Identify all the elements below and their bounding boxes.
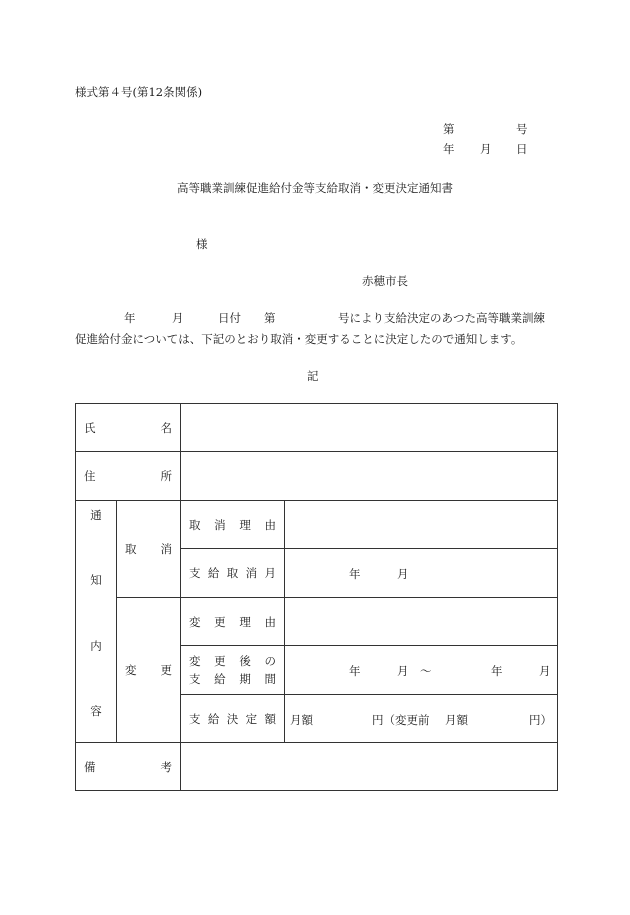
period-field[interactable] <box>285 646 558 695</box>
doc-number-prefix: 第 <box>443 122 455 136</box>
remarks-label-cell <box>76 743 181 791</box>
period-label-char: 変 <box>189 654 201 668</box>
amount-yen-before: 円（変更前 <box>372 713 430 727</box>
issuer: 赤穂市長 <box>362 274 408 288</box>
change-reason-field[interactable] <box>285 598 558 646</box>
date-month: 月 <box>480 142 492 156</box>
period-label-char: 更 <box>214 654 226 668</box>
address-label-char: 住 <box>84 469 96 483</box>
cancel-reason-char: 消 <box>214 517 226 532</box>
cancel-month-char: 取 <box>226 566 239 580</box>
change-reason-char: 理 <box>239 614 251 629</box>
document-title: 高等職業訓練促進給付金等支給取消・変更決定通知書 <box>177 181 453 195</box>
cancel-label-cell <box>117 501 181 598</box>
cancel-reason-label-cell <box>181 501 285 549</box>
cancel-reason-char: 取 <box>189 517 201 532</box>
remarks-label-char: 考 <box>160 759 172 774</box>
period-label-cell <box>181 646 285 695</box>
period-year-end: 年 <box>491 664 503 678</box>
address-field[interactable] <box>181 452 558 501</box>
notice-content-label-cell <box>76 501 117 743</box>
cancel-month-char: 消 <box>245 566 258 580</box>
body-month: 月 <box>172 311 184 325</box>
change-reason-char: 更 <box>214 614 226 629</box>
notice-label-char: 容 <box>90 703 102 718</box>
change-reason-label-cell <box>181 598 285 646</box>
amount-label-char: 定 <box>245 711 258 726</box>
doc-number-suffix: 号 <box>516 122 528 136</box>
ki-mark: 記 <box>307 369 319 383</box>
notice-label-char: 知 <box>90 573 102 588</box>
amount-yen-close: 円） <box>529 713 552 727</box>
change-label-char: 変 <box>125 663 137 677</box>
name-label-cell <box>76 404 181 452</box>
notice-table <box>75 403 558 791</box>
amount-monthly-before: 月額 <box>445 713 468 727</box>
cancel-month-char: 月 <box>264 566 276 580</box>
remarks-field[interactable] <box>181 743 558 791</box>
cancel-month-char: 支 <box>189 566 201 580</box>
cancel-month-year: 年 <box>349 567 361 581</box>
period-label-char: 支 <box>189 672 201 686</box>
period-tilde: ～ <box>420 664 432 678</box>
period-year-start: 年 <box>349 664 361 678</box>
cancel-reason-char: 由 <box>264 517 276 532</box>
amount-label-char: 額 <box>264 711 276 726</box>
cancel-label-char: 消 <box>160 542 172 556</box>
notice-label-char: 通 <box>90 508 102 522</box>
name-label-char: 氏 <box>84 420 96 435</box>
change-label-cell <box>117 598 181 743</box>
period-month-end: 月 <box>539 664 551 678</box>
body-line1-rest: 号により支給決定のあつた高等職業訓練 <box>338 311 545 325</box>
address-label-char: 所 <box>160 469 172 483</box>
cancel-reason-char: 理 <box>239 517 251 532</box>
body-no-prefix: 第 <box>264 311 276 325</box>
amount-monthly: 月額 <box>290 713 313 727</box>
name-field[interactable] <box>181 404 558 452</box>
amount-label-char: 支 <box>189 711 201 726</box>
change-reason-char: 由 <box>264 614 276 629</box>
body-year: 年 <box>124 311 136 325</box>
period-month-start: 月 <box>397 664 409 678</box>
address-label-cell <box>76 452 181 501</box>
period-label-char: の <box>264 654 276 668</box>
name-label-char: 名 <box>160 420 172 435</box>
cancel-month-field[interactable] <box>285 549 558 598</box>
body-dated: 日付 <box>218 311 241 325</box>
change-label-char: 更 <box>160 663 172 677</box>
amount-label-char: 給 <box>207 711 220 726</box>
recipient-suffix: 様 <box>196 237 208 251</box>
date-year: 年 <box>443 142 455 156</box>
body-line2: 促進給付金については、下記のとおり取消・変更することに決定したので通知します。 <box>75 332 523 346</box>
period-label-char: 給 <box>214 672 226 686</box>
amount-field[interactable] <box>285 695 558 743</box>
amount-label-cell <box>181 695 285 743</box>
change-reason-char: 変 <box>189 614 201 629</box>
period-label-char: 期 <box>239 672 251 686</box>
notice-label-char: 内 <box>90 638 102 653</box>
cancel-label-char: 取 <box>125 542 137 556</box>
remarks-label-char: 備 <box>84 759 96 774</box>
amount-label-char: 決 <box>226 711 239 726</box>
period-label-char: 後 <box>239 654 251 668</box>
cancel-reason-field[interactable] <box>285 501 558 549</box>
cancel-month-month: 月 <box>397 567 409 581</box>
cancel-month-label-cell <box>181 549 285 598</box>
date-day: 日 <box>516 142 528 156</box>
cancel-month-char: 給 <box>207 566 220 580</box>
form-number: 様式第４号(第12条関係) <box>75 85 203 99</box>
period-label-char: 間 <box>264 672 276 686</box>
